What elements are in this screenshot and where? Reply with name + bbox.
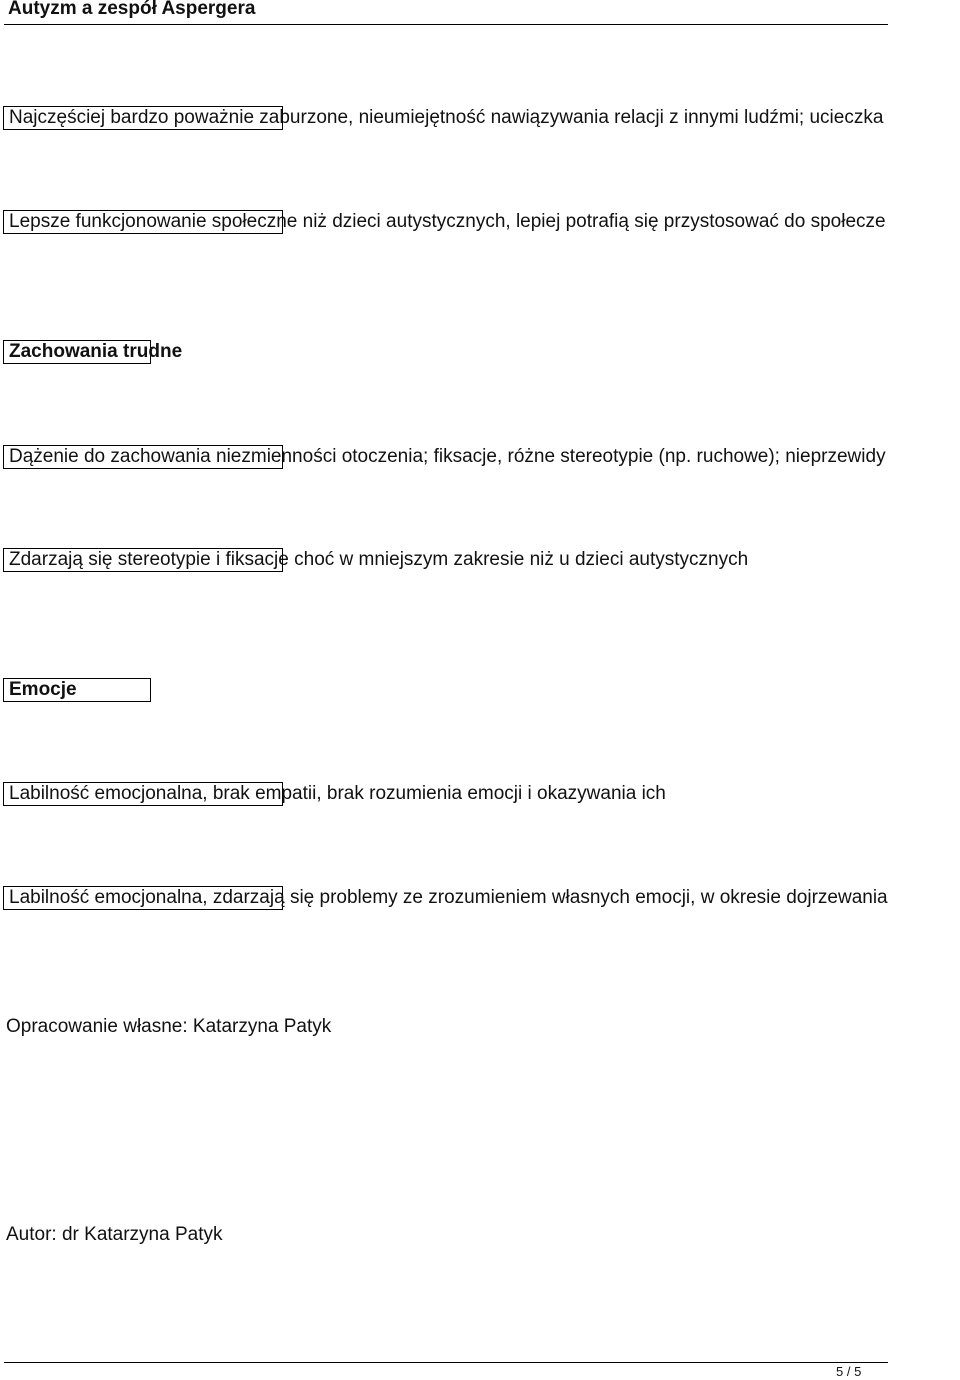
- page-number: 5 / 5: [836, 1364, 862, 1379]
- table-row: [0, 340, 960, 366]
- document-title: Autyzm a zespół Aspergera: [8, 0, 256, 19]
- table-cell-text: Zdarzają się stereotypie i fiksacje choć w mniejszym zakresie niż u dzieci autystycznych: [9, 549, 749, 570]
- table-row: [0, 445, 960, 471]
- table-cell-text: Labilność emocjonalna, brak empatii, brak rozumienia emocji i okazywania ich: [9, 783, 666, 804]
- section-heading: Emocje: [9, 679, 77, 700]
- table-row: [0, 210, 960, 236]
- table-cell-text: Najczęściej bardzo poważnie zaburzone, nieumiejętność nawiązywania relacji z innymi ludźmi; ucieczka: [9, 107, 884, 128]
- section-heading: Zachowania trudne: [9, 341, 183, 362]
- table-cell-text: Lepsze funkcjonowanie społeczne niż dzieci autystycznych, lepiej potrafią się przystosować do społecze: [9, 211, 886, 232]
- source-note: Opracowanie własne: Katarzyna Patyk: [6, 1016, 332, 1037]
- footer-divider: [4, 1362, 888, 1363]
- author-line: Autor: dr Katarzyna Patyk: [6, 1224, 223, 1245]
- table-cell-text: Dążenie do zachowania niezmienności otoczenia; fiksacje, różne stereotypie (np. ruchowe); nieprzewidy: [9, 446, 886, 467]
- header-divider: [4, 24, 888, 25]
- table-row: [0, 548, 960, 574]
- table-row: [0, 106, 960, 132]
- table-cell-text: Labilność emocjonalna, zdarzają się problemy ze zrozumieniem własnych emocji, w okresie dojrzewania: [9, 887, 888, 908]
- table-row: [0, 678, 960, 704]
- table-row: [0, 782, 960, 808]
- table-row: [0, 886, 960, 912]
